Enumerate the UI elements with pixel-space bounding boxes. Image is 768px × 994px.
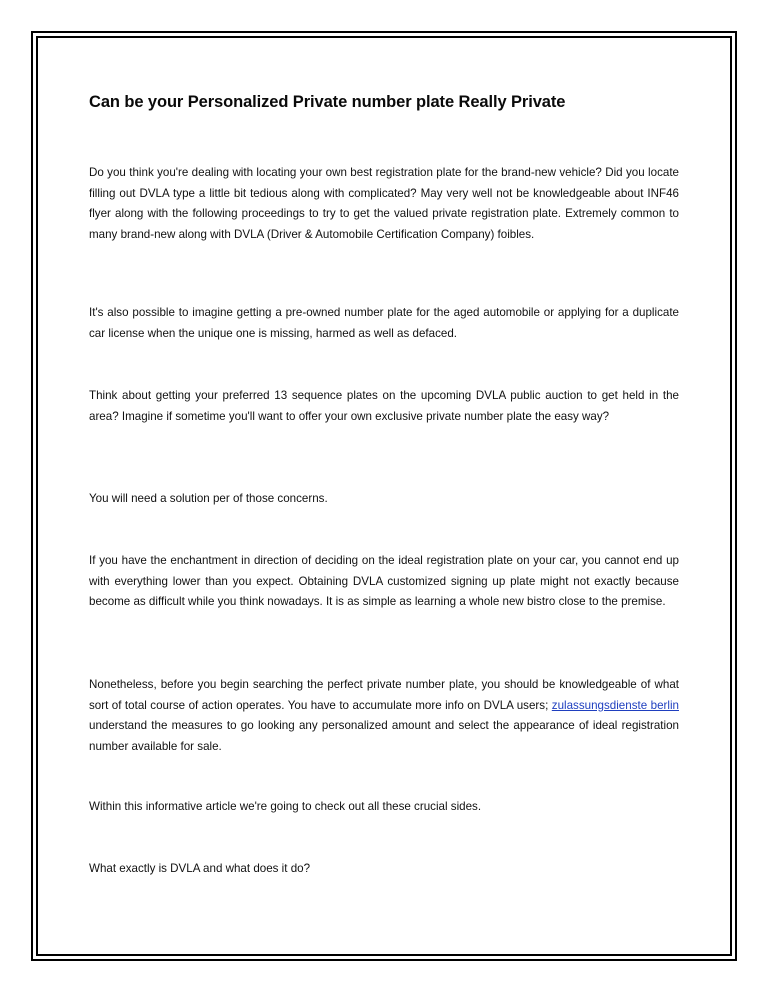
paragraph-enchantment: If you have the enchantment in direction of deciding on the ideal registration plate on your car, you cannot end up with everything lower than you expect. Obtaining DVLA customized signing up plate might not exactly because become as difficult while you think nowadays. It is as simple as learning a whole new bistro close to the premise. [89, 554, 679, 608]
zulassungsdienste-berlin-link[interactable]: zulassungsdienste berlin [551, 698, 679, 712]
paragraph-solution: You will need a solution per of those concerns. [89, 492, 328, 505]
paragraph-auction: Think about getting your preferred 13 sequence plates on the upcoming DVLA public auction to get held in the area? Imagine if sometime you'll want to offer your own exclusive private number plate the easy way? [89, 389, 679, 423]
paragraph-preowned: It's also possible to imagine getting a pre-owned number plate for the aged automobile or applying for a duplicate car license when the unique one is missing, harmed as well as defaced. [89, 306, 679, 340]
paragraph-nonetheless-text-after: understand the measures to go looking any personalized amount and select the appearance of ideal registration number available for sale. [89, 719, 679, 753]
document-header [89, 90, 679, 114]
document-title: Can be your Personalized Private number plate Really Private [89, 93, 566, 111]
paragraph-nonetheless-text-before: Nonetheless, before you begin searching the perfect private number plate, you should be knowledgeable of what sort of total course of action operates. You have to accumulate more info on DVLA users; [89, 678, 679, 712]
paragraph-nonetheless [89, 675, 679, 757]
paragraph-article-intro: Within this informative article we're going to check out all these crucial sides. [89, 800, 482, 813]
paragraph-dvla-question: What exactly is DVLA and what does it do? [89, 862, 311, 875]
paragraph-intro: Do you think you're dealing with locating your own best registration plate for the brand-new vehicle? Did you locate filling out DVLA type a little bit tedious along with complicated? May very well not be knowledgeable about INF46 flyer along with the following proceedings to try to get the valued private registration plate. Extremely common to many brand-new along with DVLA (Driver & Automobile Certification Company) foibles. [89, 166, 679, 241]
